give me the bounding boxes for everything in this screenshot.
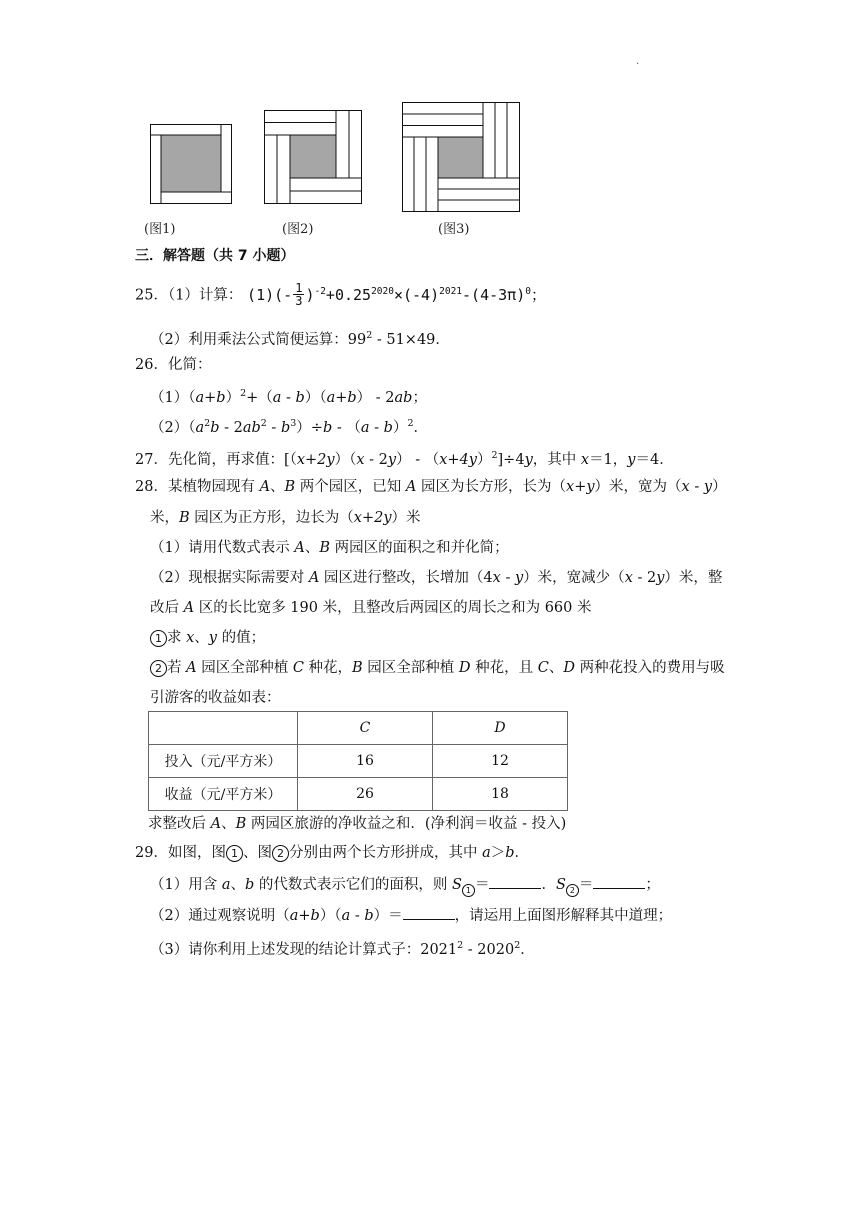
circled-number-1: 1 (150, 630, 167, 647)
question-25-part-1: 25．（1）计算： (1)(- $\frac{1}{3}$ ) -2 +0.25 2020 ×(-4) 2021 -(4-3π) 0 ； (135, 281, 546, 308)
question-26-part-2: $(2)(a^2b - 2ab^2 - b^3)\div b - (a - b)^2$． (150, 418, 428, 436)
circled-number-2: 2 (272, 845, 289, 862)
figure-1 (150, 124, 232, 204)
table-cell: 26 (298, 778, 433, 811)
question-29-part-1: （1）用含 a、b 的代数式表示它们的面积，则 S 1 ＝ ．S 2 ＝ ； (150, 874, 660, 897)
question-29-part-2: （2）通过观察说明（a+b）（a - b）＝ ，请运用上面图形解释其中道理； (150, 905, 672, 926)
question-25-part-2: （2）利用乘法公式简便运算：$99^2 - 51\times 49$． (150, 330, 450, 348)
table-cell: D (433, 712, 568, 745)
table-row (149, 745, 568, 778)
figure-3-caption: (图3) (438, 222, 470, 237)
cost-revenue-table (148, 711, 568, 811)
question-29-part-3: （3）请你利用上述发现的结论计算式子：2021$^2$ - 2020$^2$． (150, 940, 535, 958)
question-26-part-1: $(1)(a+b)^2+(a - b)(a+b) - 2ab$； (150, 388, 427, 406)
table-header-row (149, 712, 568, 745)
table-cell (149, 712, 298, 745)
fraction: $\frac{1}{3}$ (295, 281, 303, 308)
question-29: 29．如图，图 1 、图 2 分别由两个长方形拼成，其中 a＞b． (135, 845, 530, 861)
table-cell: 12 (433, 745, 568, 778)
table-cell: 18 (433, 778, 568, 811)
question-28-part-2: （2）现根据实际需要对 A 园区进行整改，长增加（4x - y）米，宽减少（x - 2y）米，整 (150, 570, 723, 586)
question-28-part-1: （1）请用代数式表示 A、B 两园区的面积之和并化简； (150, 540, 509, 556)
figure-3 (402, 102, 520, 212)
answer-blank[interactable] (403, 905, 455, 920)
answer-blank[interactable] (489, 874, 541, 889)
question-28-sub-2: 2 若 A 园区全部种植 C 种花，B 园区全部种植 D 种花，且 C、D 两种花投入的费用与吸 (150, 658, 725, 678)
question-27: 27．先化简，再求值：$[(x+2y)(x - 2y) - (x+4y)^2]\div 4y$，其中 x＝1，y＝4． (135, 450, 674, 468)
figure-2 (264, 110, 362, 204)
question-28-line-1: 28．某植物园现有 A、B 两个园区，已知 A 园区为长方形，长为（x+y）米，宽为（x - y） (135, 479, 727, 495)
question-26: 26．化简： (135, 357, 212, 373)
section-title: 三．解答题（共 7 小题） (135, 248, 295, 264)
figure-2-caption: (图2) (282, 222, 314, 237)
question-28-sub-2-cont: 引游客的收益如表： (150, 690, 281, 706)
figure-group (140, 96, 600, 246)
circled-subscript-2: 2 (566, 884, 579, 897)
table-cell: 收益（元/平方米） (149, 778, 298, 811)
question-28-part-2-cont: 改后 A 区的长比宽多 190 米，且整改后两园区的周长之和为 660 米 (150, 600, 592, 616)
header-mark: . (636, 56, 640, 67)
figure-1-caption: (图1) (144, 222, 176, 237)
question-28-line-2: 米，B 园区为正方形，边长为（x+2y）米 (150, 510, 421, 526)
circled-number-1: 1 (226, 845, 243, 862)
question-28-final: 求整改后 A、B 两园区旅游的净收益之和．(净利润＝收益 - 投入) (148, 816, 567, 832)
circled-number-2: 2 (150, 660, 167, 677)
q25-formula: (1)(- $\frac{1}{3}$ ) -2 +0.25 2020 ×(-4) 2021 -(4-3π) 0 ； (247, 281, 546, 308)
answer-blank[interactable] (593, 874, 645, 889)
question-28-sub-1: 1 求 x、y 的值； (150, 628, 265, 648)
circled-subscript-1: 1 (462, 884, 475, 897)
table-cell: C (298, 712, 433, 745)
table-cell: 投入（元/平方米） (149, 745, 298, 778)
table-cell: 16 (298, 745, 433, 778)
table-row (149, 778, 568, 811)
